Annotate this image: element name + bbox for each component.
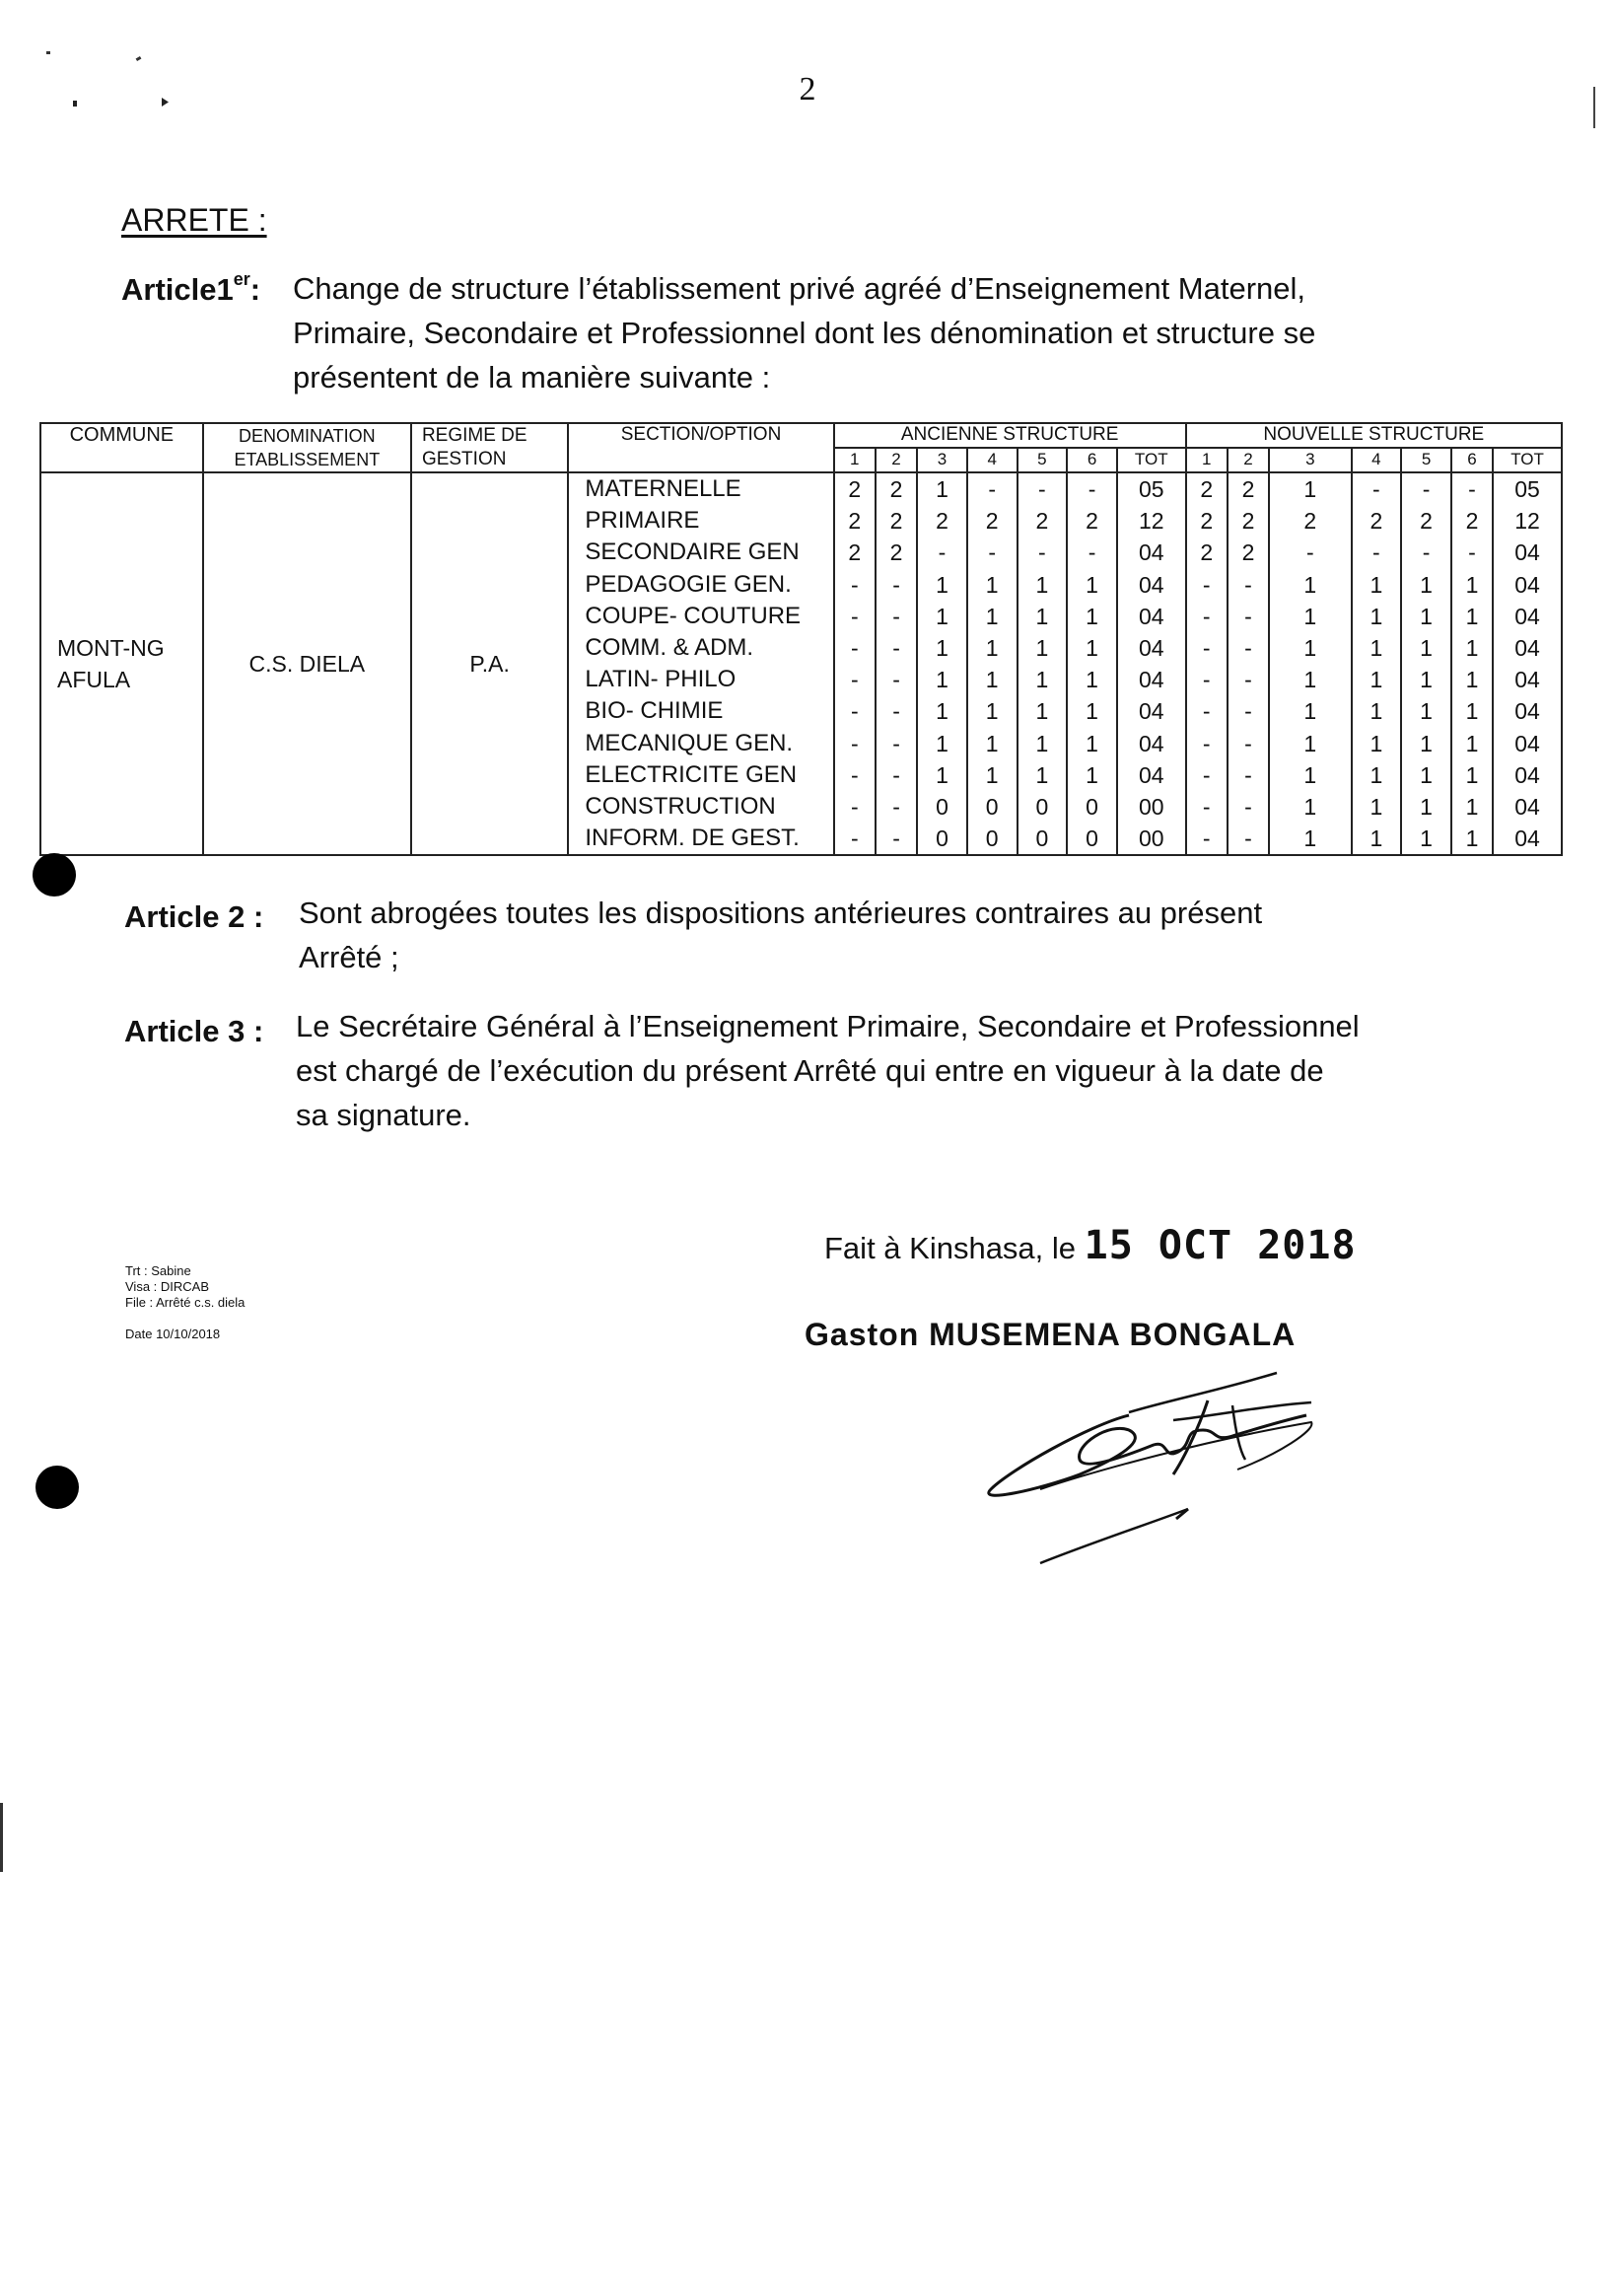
- value-ancienne: 1: [985, 698, 999, 725]
- value-ancienne: 1: [1035, 603, 1049, 629]
- cell-commune: MONT-NGAFULA: [40, 472, 203, 855]
- value-nouvelle: 1: [1369, 698, 1383, 725]
- value-ancienne: 2: [1035, 508, 1049, 535]
- value-nouvelle: 2: [1200, 476, 1214, 502]
- value-ancienne: -: [850, 730, 859, 756]
- value-ancienne: -: [892, 571, 900, 598]
- section-name: PRIMAIRE: [585, 507, 700, 535]
- value-nouvelle: -: [1244, 635, 1252, 662]
- value-ancienne: 2: [985, 508, 999, 535]
- value-ancienne: 2: [848, 539, 862, 566]
- value-nouvelle: 1: [1369, 761, 1383, 788]
- value-nouvelle: -: [1372, 476, 1380, 502]
- value-nouvelle: 2: [1420, 508, 1433, 535]
- value-nouvelle: 04: [1514, 635, 1540, 662]
- value-ancienne: 0: [1086, 794, 1098, 821]
- value-ancienne: 1: [985, 603, 999, 629]
- cell-etablissement: C.S. DIELA: [203, 472, 411, 855]
- value-nouvelle: -: [1202, 794, 1211, 821]
- place-date-line: [824, 1223, 1357, 1268]
- value-nouvelle: 1: [1420, 730, 1433, 756]
- value-ancienne: 1: [1086, 698, 1098, 725]
- value-ancienne: 1: [1086, 603, 1098, 629]
- header-denomination: DENOMINATION ETABLISSEMENT: [203, 423, 411, 472]
- subheader-n-tot: TOT: [1493, 448, 1562, 472]
- value-ancienne: 1: [985, 635, 999, 662]
- value-ancienne: 1: [985, 667, 999, 693]
- value-nouvelle: 12: [1514, 508, 1540, 535]
- value-ancienne: 1: [985, 730, 999, 756]
- value-ancienne: 2: [848, 476, 862, 502]
- value-nouvelle: 1: [1303, 730, 1317, 756]
- value-ancienne: 0: [985, 794, 999, 821]
- section-name: ELECTRICITE GEN: [585, 760, 798, 788]
- value-nouvelle: -: [1202, 667, 1211, 693]
- value-nouvelle: 1: [1420, 761, 1433, 788]
- value-nouvelle: 04: [1514, 603, 1540, 629]
- value-nouvelle: 04: [1514, 698, 1540, 725]
- value-ancienne: 0: [1086, 825, 1098, 852]
- cell-section-list: [568, 472, 833, 855]
- header-nouvelle: NOUVELLE STRUCTURE: [1186, 423, 1562, 448]
- value-nouvelle: -: [1372, 539, 1380, 566]
- value-nouvelle: 1: [1369, 730, 1383, 756]
- value-ancienne: -: [1038, 476, 1046, 502]
- value-ancienne: 04: [1138, 603, 1164, 629]
- value-nouvelle: -: [1244, 571, 1252, 598]
- article1-line: Change de structure l’établissement privé agréé d’Enseignement Maternel,: [293, 271, 1306, 306]
- value-nouvelle: 1: [1465, 761, 1479, 788]
- punch-hole: [33, 853, 76, 897]
- value-ancienne: 2: [848, 508, 862, 535]
- cell-nouvelle-col-2: [1228, 472, 1269, 855]
- article1-line: Primaire, Secondaire et Professionnel dont les dénomination et structure se: [293, 316, 1316, 350]
- value-nouvelle: 1: [1303, 603, 1317, 629]
- value-nouvelle: 2: [1241, 539, 1255, 566]
- value-ancienne: 1: [1035, 698, 1049, 725]
- value-ancienne: 2: [889, 539, 903, 566]
- page-number: 2: [799, 71, 816, 108]
- section-name: SECONDAIRE GEN: [585, 538, 800, 566]
- article2-line: Sont abrogées toutes les dispositions antérieures contraires au présent: [299, 896, 1263, 930]
- value-nouvelle: -: [1244, 667, 1252, 693]
- subheader-n-1: 1: [1186, 448, 1228, 472]
- value-nouvelle: 1: [1369, 825, 1383, 852]
- value-ancienne: 1: [1086, 635, 1098, 662]
- value-ancienne: 04: [1138, 539, 1164, 566]
- cell-nouvelle-col-1: [1186, 472, 1228, 855]
- value-ancienne: -: [850, 667, 859, 693]
- value-nouvelle: -: [1468, 539, 1476, 566]
- value-nouvelle: 2: [1369, 508, 1383, 535]
- value-nouvelle: -: [1244, 698, 1252, 725]
- subheader-a-3: 3: [917, 448, 967, 472]
- value-ancienne: -: [1088, 476, 1096, 502]
- subheader-n-2: 2: [1228, 448, 1269, 472]
- value-nouvelle: 1: [1303, 476, 1317, 502]
- value-nouvelle: 04: [1514, 794, 1540, 821]
- header-section: SECTION/OPTION: [568, 423, 833, 472]
- value-nouvelle: 05: [1514, 476, 1540, 502]
- value-ancienne: 04: [1138, 667, 1164, 693]
- cell-ancienne-col-3: [917, 472, 967, 855]
- value-ancienne: 1: [1035, 635, 1049, 662]
- article3-line: Le Secrétaire Général à l’Enseignement Primaire, Secondaire et Professionnel: [296, 1009, 1360, 1043]
- value-ancienne: 2: [1086, 508, 1098, 535]
- value-nouvelle: 1: [1465, 794, 1479, 821]
- value-ancienne: -: [892, 603, 900, 629]
- value-ancienne: 1: [1035, 667, 1049, 693]
- value-nouvelle: -: [1422, 539, 1431, 566]
- value-nouvelle: -: [1202, 571, 1211, 598]
- value-ancienne: -: [1088, 539, 1096, 566]
- cell-ancienne-col-2: [876, 472, 917, 855]
- article3-line: est chargé de l’exécution du présent Arrêté qui entre en vigueur à la date de: [296, 1053, 1324, 1088]
- value-ancienne: -: [988, 476, 996, 502]
- value-ancienne: 04: [1138, 730, 1164, 756]
- cell-ancienne-col-6: [1067, 472, 1117, 855]
- value-ancienne: 12: [1138, 508, 1164, 535]
- subheader-a-6: 6: [1067, 448, 1117, 472]
- date-stamp: 15 OCT 2018: [1084, 1223, 1357, 1268]
- value-ancienne: 1: [936, 667, 948, 693]
- value-ancienne: -: [892, 635, 900, 662]
- value-nouvelle: 1: [1465, 603, 1479, 629]
- value-nouvelle: 1: [1369, 603, 1383, 629]
- value-nouvelle: 1: [1420, 825, 1433, 852]
- value-ancienne: 1: [936, 730, 948, 756]
- scan-mark: [46, 51, 50, 54]
- value-ancienne: 1: [1086, 571, 1098, 598]
- value-ancienne: 1: [936, 761, 948, 788]
- value-ancienne: 0: [1035, 825, 1049, 852]
- value-ancienne: -: [892, 730, 900, 756]
- section-name: MATERNELLE: [585, 475, 741, 502]
- value-ancienne: 1: [936, 571, 948, 598]
- value-nouvelle: 04: [1514, 539, 1540, 566]
- value-ancienne: -: [892, 667, 900, 693]
- value-ancienne: -: [892, 794, 900, 821]
- cell-ancienne-col-tot: [1117, 472, 1186, 855]
- value-ancienne: 1: [936, 603, 948, 629]
- value-nouvelle: -: [1202, 635, 1211, 662]
- value-nouvelle: -: [1244, 794, 1252, 821]
- value-nouvelle: 1: [1303, 698, 1317, 725]
- cell-nouvelle-col-tot: [1493, 472, 1562, 855]
- value-nouvelle: 1: [1303, 761, 1317, 788]
- section-name: CONSTRUCTION: [585, 793, 776, 821]
- subheader-a-1: 1: [834, 448, 876, 472]
- value-ancienne: 04: [1138, 571, 1164, 598]
- section-name: MECANIQUE GEN.: [585, 729, 794, 756]
- value-nouvelle: 04: [1514, 667, 1540, 693]
- header-regime: REGIME DE GESTION: [411, 423, 568, 472]
- value-ancienne: -: [850, 571, 859, 598]
- value-ancienne: 1: [1035, 571, 1049, 598]
- value-ancienne: 0: [985, 825, 999, 852]
- value-ancienne: 00: [1138, 825, 1164, 852]
- value-ancienne: 1: [1086, 730, 1098, 756]
- value-nouvelle: 1: [1420, 698, 1433, 725]
- value-nouvelle: -: [1244, 603, 1252, 629]
- meta-visa: Visa : DIRCAB: [125, 1279, 210, 1294]
- fait-prefix: Fait à Kinshasa, le: [824, 1231, 1085, 1265]
- section-name: COMM. & ADM.: [585, 634, 754, 662]
- value-ancienne: 04: [1138, 698, 1164, 725]
- subheader-n-5: 5: [1401, 448, 1451, 472]
- value-ancienne: 1: [1035, 761, 1049, 788]
- value-nouvelle: 1: [1303, 571, 1317, 598]
- value-nouvelle: 1: [1303, 667, 1317, 693]
- value-ancienne: -: [850, 603, 859, 629]
- value-ancienne: 1: [936, 698, 948, 725]
- value-nouvelle: 1: [1420, 571, 1433, 598]
- cell-nouvelle-col-6: [1451, 472, 1493, 855]
- value-ancienne: 2: [936, 508, 948, 535]
- value-nouvelle: -: [1244, 761, 1252, 788]
- section-name: COUPE- COUTURE: [585, 602, 802, 629]
- value-nouvelle: 04: [1514, 825, 1540, 852]
- value-ancienne: -: [988, 539, 996, 566]
- value-nouvelle: 1: [1369, 667, 1383, 693]
- value-nouvelle: -: [1202, 698, 1211, 725]
- scan-edge-line: [0, 1803, 3, 1872]
- value-nouvelle: 1: [1303, 794, 1317, 821]
- cell-ancienne-col-4: [967, 472, 1018, 855]
- value-ancienne: 1: [985, 571, 999, 598]
- value-ancienne: 1: [985, 761, 999, 788]
- value-nouvelle: 1: [1465, 730, 1479, 756]
- arrete-title: ARRETE :: [121, 202, 267, 238]
- value-nouvelle: -: [1202, 825, 1211, 852]
- value-nouvelle: -: [1202, 761, 1211, 788]
- subheader-n-6: 6: [1451, 448, 1493, 472]
- value-ancienne: -: [892, 698, 900, 725]
- value-ancienne: -: [850, 635, 859, 662]
- article1-line: présentent de la manière suivante :: [293, 360, 771, 395]
- value-nouvelle: 1: [1303, 825, 1317, 852]
- value-ancienne: 05: [1138, 476, 1164, 502]
- value-nouvelle: 1: [1369, 635, 1383, 662]
- value-nouvelle: 04: [1514, 571, 1540, 598]
- value-nouvelle: 2: [1241, 508, 1255, 535]
- value-ancienne: -: [938, 539, 947, 566]
- subheader-a-4: 4: [967, 448, 1018, 472]
- cell-nouvelle-col-3: [1269, 472, 1351, 855]
- value-ancienne: 0: [1035, 794, 1049, 821]
- value-nouvelle: 1: [1420, 794, 1433, 821]
- article1-text: [293, 266, 1476, 399]
- header-ancienne: ANCIENNE STRUCTURE: [834, 423, 1186, 448]
- value-nouvelle: -: [1202, 603, 1211, 629]
- value-ancienne: 1: [1086, 667, 1098, 693]
- value-ancienne: 2: [889, 508, 903, 535]
- article2-text: [299, 891, 1462, 979]
- value-ancienne: -: [892, 825, 900, 852]
- subheader-a-5: 5: [1018, 448, 1068, 472]
- scan-mark: [73, 101, 77, 107]
- meta-date: Date 10/10/2018: [125, 1327, 221, 1341]
- value-ancienne: 00: [1138, 794, 1164, 821]
- article1-label: Article1er:: [121, 268, 261, 307]
- value-nouvelle: 2: [1465, 508, 1479, 535]
- value-nouvelle: 2: [1241, 476, 1255, 502]
- value-nouvelle: 1: [1465, 667, 1479, 693]
- value-ancienne: -: [892, 761, 900, 788]
- section-name: LATIN- PHILO: [585, 666, 737, 693]
- value-ancienne: -: [850, 825, 859, 852]
- value-nouvelle: 1: [1420, 667, 1433, 693]
- value-nouvelle: 1: [1465, 698, 1479, 725]
- value-ancienne: 1: [1035, 730, 1049, 756]
- reference-block: [125, 1263, 245, 1342]
- value-nouvelle: 1: [1465, 571, 1479, 598]
- meta-file: File : Arrêté c.s. diela: [125, 1295, 246, 1310]
- signature: [981, 1361, 1356, 1578]
- cell-nouvelle-col-5: [1401, 472, 1451, 855]
- signer-name: Gaston MUSEMENA BONGALA: [805, 1317, 1297, 1352]
- article3-text: [296, 1004, 1499, 1137]
- value-ancienne: 0: [936, 825, 948, 852]
- value-nouvelle: 1: [1465, 825, 1479, 852]
- value-ancienne: 04: [1138, 635, 1164, 662]
- value-nouvelle: 1: [1369, 571, 1383, 598]
- value-nouvelle: 04: [1514, 730, 1540, 756]
- value-nouvelle: -: [1468, 476, 1476, 502]
- value-ancienne: -: [850, 794, 859, 821]
- article2-label: Article 2 :: [124, 899, 264, 934]
- value-ancienne: -: [850, 698, 859, 725]
- value-nouvelle: 2: [1200, 539, 1214, 566]
- structure-table: [39, 422, 1563, 856]
- value-ancienne: 2: [889, 476, 903, 502]
- subheader-n-4: 4: [1352, 448, 1402, 472]
- value-nouvelle: 1: [1303, 635, 1317, 662]
- value-ancienne: -: [850, 761, 859, 788]
- subheader-n-3: 3: [1269, 448, 1351, 472]
- value-nouvelle: 1: [1420, 635, 1433, 662]
- value-ancienne: 1: [936, 635, 948, 662]
- punch-hole: [35, 1466, 79, 1509]
- cell-nouvelle-col-4: [1352, 472, 1402, 855]
- meta-trt: Trt : Sabine: [125, 1263, 191, 1278]
- value-nouvelle: -: [1244, 825, 1252, 852]
- cell-ancienne-col-5: [1018, 472, 1068, 855]
- value-nouvelle: -: [1244, 730, 1252, 756]
- value-nouvelle: 1: [1465, 635, 1479, 662]
- value-ancienne: -: [1038, 539, 1046, 566]
- value-nouvelle: -: [1202, 730, 1211, 756]
- value-ancienne: 1: [1086, 761, 1098, 788]
- article3-line: sa signature.: [296, 1098, 471, 1132]
- value-nouvelle: 1: [1420, 603, 1433, 629]
- value-ancienne: 04: [1138, 761, 1164, 788]
- subheader-a-tot: TOT: [1117, 448, 1186, 472]
- section-name: BIO- CHIMIE: [585, 697, 724, 725]
- section-name: INFORM. DE GEST.: [585, 825, 800, 852]
- value-nouvelle: 2: [1200, 508, 1214, 535]
- header-commune: COMMUNE: [40, 423, 203, 472]
- value-ancienne: 1: [936, 476, 948, 502]
- value-nouvelle: 2: [1303, 508, 1317, 535]
- value-nouvelle: -: [1305, 539, 1314, 566]
- value-nouvelle: 04: [1514, 761, 1540, 788]
- scan-edge-line: [1593, 87, 1595, 128]
- cell-regime: P.A.: [411, 472, 568, 855]
- scan-mark: [136, 56, 142, 61]
- article3-label: Article 3 :: [124, 1014, 264, 1048]
- section-name: PEDAGOGIE GEN.: [585, 570, 792, 598]
- value-nouvelle: 1: [1369, 794, 1383, 821]
- subheader-a-2: 2: [876, 448, 917, 472]
- value-nouvelle: -: [1422, 476, 1431, 502]
- article2-line: Arrêté ;: [299, 940, 399, 974]
- value-ancienne: 0: [936, 794, 948, 821]
- cell-ancienne-col-1: [834, 472, 876, 855]
